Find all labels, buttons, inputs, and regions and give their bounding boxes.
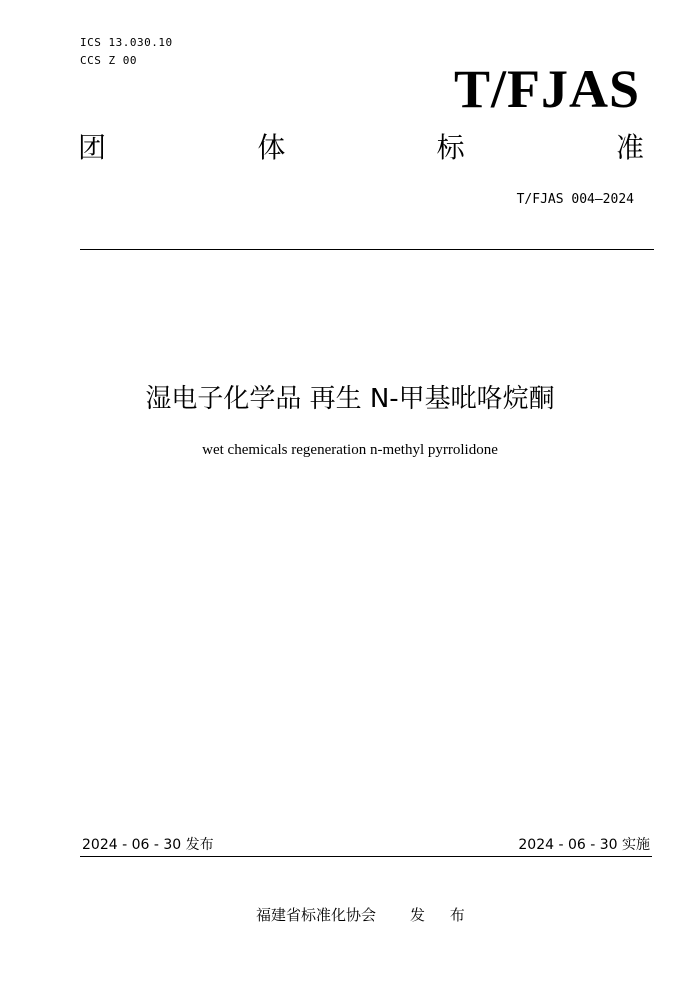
ccs-code: CCS Z 00: [80, 54, 137, 67]
implement-date: 2024 - 06 - 30 实施: [518, 837, 650, 853]
standard-type-char: 团: [78, 131, 107, 164]
ics-code: ICS 13.030.10: [80, 36, 173, 49]
standard-type-char: 标: [436, 131, 465, 164]
publisher-line: [256, 904, 475, 925]
standard-logo: T/FJAS: [453, 59, 640, 119]
publisher-name: 福建省标准化协会: [256, 906, 377, 924]
standard-type-char: 准: [615, 131, 644, 164]
document-title-chinese: 湿电子化学品 再生 N-甲基吡咯烷酮: [145, 384, 555, 414]
publisher-action: 发 布: [410, 906, 475, 924]
standard-type: [78, 131, 644, 164]
standard-number: T/FJAS 004—2024: [516, 192, 634, 207]
document-title-english: wet chemicals regeneration n-methyl pyrrolidone: [202, 442, 498, 458]
publish-date: 2024 - 06 - 30 发布: [82, 837, 214, 853]
standard-type-char: 体: [257, 131, 286, 164]
bottom-divider: [80, 856, 652, 857]
top-divider: [80, 249, 654, 250]
